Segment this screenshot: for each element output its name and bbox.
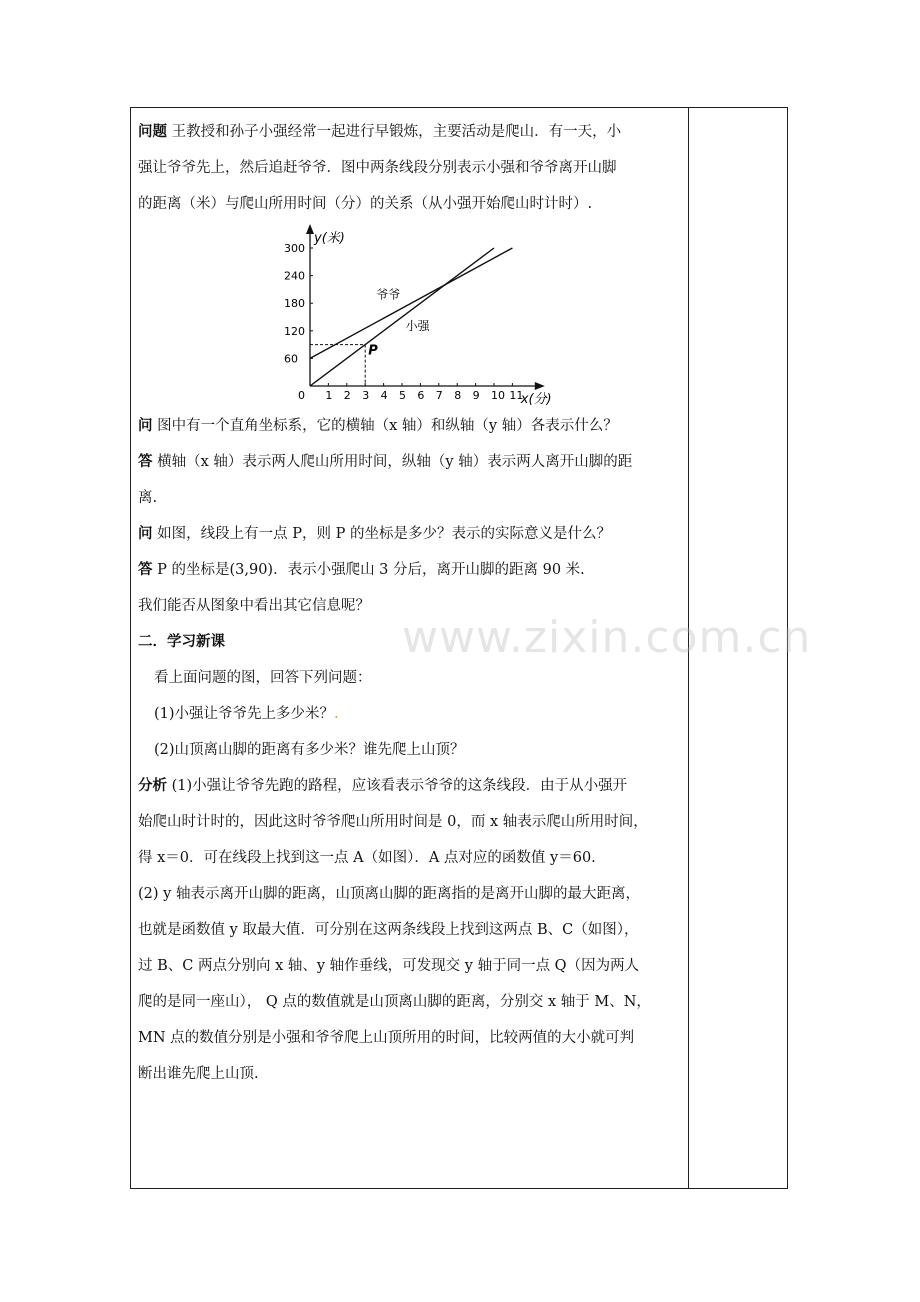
x-tick-label: 6 [417, 389, 425, 402]
x-tick-label: 4 [380, 389, 388, 402]
chart-container [138, 224, 683, 408]
problem-paragraph [138, 114, 683, 222]
sub-question-2: (2)山顶离山脚的距离有多少米？谁先爬上山顶？ [154, 742, 465, 758]
answer-1 [138, 444, 683, 516]
main-content [138, 114, 683, 1092]
analysis-line-2: 始爬山时计时的，因此这时爷爷爬山所用时间是 0，而 x 轴表示爬山所用时间， [138, 814, 648, 830]
y-tick-label: 180 [284, 297, 305, 311]
x-tick-label: 1 [325, 389, 333, 402]
analysis-line-4: (2) y 轴表示离开山脚的距离，山顶离山脚的距离指的是离开山脚的最大距离， [138, 886, 640, 902]
analysis-line-3: 得 x＝0．可在线段上找到这一点 A（如图）．A 点对应的函数值 y＝60. [138, 850, 596, 866]
question-2 [138, 516, 683, 552]
x-tick-label: 9 [472, 389, 480, 402]
y-tick-label: 60 [284, 352, 298, 366]
y-tick-label: 120 [284, 324, 305, 338]
question-2-label: 问 [138, 526, 153, 542]
sub-question-1: (1)小强让爷爷先上多少米？. [154, 706, 339, 722]
answer-1-label: 答 [138, 454, 153, 470]
question-1 [138, 408, 683, 444]
analysis-line-6: 过 B、C 两点分别向 x 轴、y 轴作垂线，可发现交 y 轴于同一点 Q（因为两人 [138, 958, 640, 974]
x-tick-label: 7 [435, 389, 443, 402]
sub-question-1-text: (1)小强让爷爷先上多少米？ [154, 706, 335, 722]
problem-line-2: 强让爷爷先上，然后追赶爷爷．图中两条线段分别表示小强和爷爷离开山脚 [138, 160, 617, 176]
analysis-label: 分析 [138, 778, 167, 794]
x-tick-label: 8 [454, 389, 462, 402]
x-axis-arrow [535, 382, 545, 390]
distance-time-chart [256, 224, 556, 408]
other-info-question: 我们能否从图象中看出其它信息呢？ [138, 598, 370, 614]
y-tick-label: 300 [284, 242, 305, 255]
question-1-text: 图中有一个直角坐标系，它的横轴（x 轴）和纵轴（y 轴）各表示什么？ [157, 418, 618, 434]
section-heading: 二．学习新课 [138, 634, 225, 650]
problem-line-1: 王教授和孙子小强经常一起进行早锻炼，主要活动是爬山．有一天，小 [171, 124, 622, 140]
series-line-2 [310, 248, 494, 386]
y-axis-arrow [306, 224, 314, 234]
x-tick-label: 5 [399, 389, 406, 402]
table-column-divider [688, 107, 689, 1189]
point-p-label: P [368, 343, 378, 359]
intro-text: 看上面问题的图，回答下列问题： [154, 670, 372, 686]
analysis-line-8: MN 点的数值分别是小强和爷爷爬上山顶所用的时间，比较两值的大小就可判 [138, 1030, 635, 1046]
question-1-label: 问 [138, 418, 153, 434]
answer-2-label: 答 [138, 562, 153, 578]
series-line-1 [310, 248, 512, 358]
x-tick-label: 11 [509, 389, 524, 402]
watermark-text: www.zixin.com.cn [402, 612, 812, 663]
answer-1-text-cont: 离. [138, 490, 158, 506]
x-tick-label: 10 [491, 389, 505, 402]
y-axis-label: y(米) [314, 231, 345, 246]
origin-label: 0 [298, 389, 305, 402]
problem-line-3: 的距离（米）与爬山所用时间（分）的关系（从小强开始爬山时计时）. [138, 196, 593, 212]
analysis-line-7: 爬的是同一座山）， Q 点的数值就是山顶离山脚的距离，分别交 x 轴于 M、N， [138, 994, 651, 1010]
x-axis-label: x(分) [520, 392, 552, 407]
answer-1-text: 横轴（x 轴）表示两人爬山所用时间，纵轴（y 轴）表示两人离开山脚的距 [157, 454, 633, 470]
y-tick-label: 240 [284, 269, 305, 283]
question-2-text: 如图，线段上有一点 P，则 P 的坐标是多少？表示的实际意义是什么？ [157, 526, 611, 542]
analysis-line-1: (1)小强让爷爷先跑的路程，应该看表示爷爷的这条线段．由于从小强开 [171, 778, 628, 794]
series-label-grandpa: 爷爷 [376, 287, 401, 302]
problem-label: 问题 [138, 124, 167, 140]
analysis-line-5: 也就是函数值 y 取最大值．可分别在这两条线段上找到这两点 B、C（如图）， [138, 922, 639, 938]
x-tick-label: 2 [343, 389, 351, 402]
answer-2-text: P 的坐标是(3,90)．表示小强爬山 3 分后，离开山脚的距离 90 米. [157, 562, 585, 578]
series-label-xiaoqiang: 小强 [405, 318, 430, 333]
analysis-paragraph [138, 768, 683, 1092]
analysis-line-9: 断出谁先爬上山顶. [138, 1066, 259, 1082]
x-tick-label: 3 [362, 389, 370, 402]
answer-2 [138, 552, 683, 588]
